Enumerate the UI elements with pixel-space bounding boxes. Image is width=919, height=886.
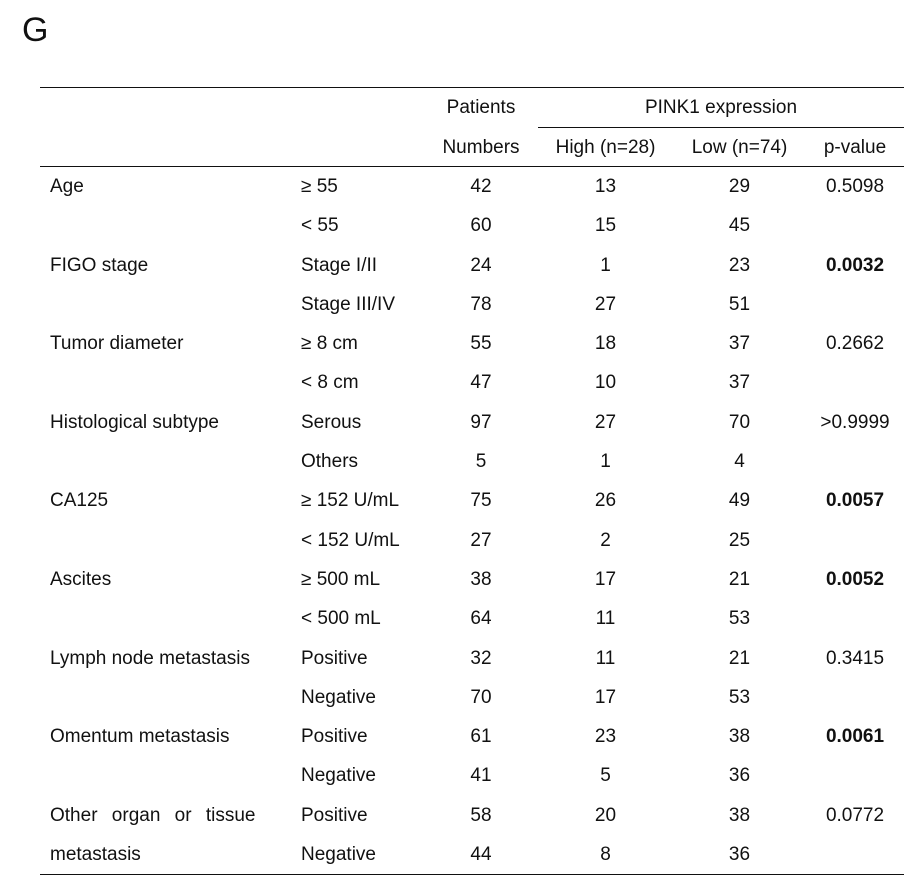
cell-low: 21 <box>728 647 751 669</box>
cell-low: 36 <box>728 765 751 787</box>
cell-patient-number: 5 <box>475 451 487 473</box>
header-high: High (n=28) <box>555 137 656 158</box>
cell-patient-number: 41 <box>470 765 492 787</box>
cell-patient-number: 47 <box>470 372 492 394</box>
cell-category: Positive <box>301 726 368 748</box>
cell-category: ≥ 500 mL <box>301 568 381 590</box>
table-row <box>40 560 904 599</box>
cell-low: 36 <box>728 844 751 866</box>
table-row <box>40 403 904 442</box>
cell-low: 29 <box>728 176 751 197</box>
cell-high: 18 <box>594 333 617 355</box>
header-numbers: Numbers <box>442 137 520 158</box>
table-row <box>40 521 904 560</box>
table-row <box>40 363 904 402</box>
header-pink1-expression: PINK1 expression <box>644 97 798 118</box>
cell-high: 11 <box>595 647 616 669</box>
cell-high: 20 <box>594 804 617 826</box>
cell-category: Positive <box>301 804 368 826</box>
cell-high: 23 <box>594 726 617 748</box>
cell-pvalue: 0.0772 <box>825 804 885 826</box>
cell-patient-number: 55 <box>470 333 492 355</box>
cell-patient-number: 24 <box>470 254 492 276</box>
header-pvalue: p-value <box>823 137 887 158</box>
cell-patient-number: 64 <box>470 608 492 630</box>
cell-high: 10 <box>594 372 617 394</box>
cell-high: 13 <box>594 176 617 197</box>
cell-high: 2 <box>600 529 611 551</box>
cell-patient-number: 61 <box>470 726 492 748</box>
cell-high: 11 <box>595 608 616 630</box>
cell-category: ≥ 55 <box>301 176 338 197</box>
cell-low: 53 <box>728 608 751 630</box>
cell-high: 1 <box>600 254 611 276</box>
cell-category: Serous <box>301 411 362 433</box>
header-patients: Patients <box>446 97 516 118</box>
table-row <box>40 206 904 245</box>
table-row <box>40 481 904 520</box>
cell-category: Positive <box>301 647 368 669</box>
cell-high: 17 <box>594 686 617 708</box>
cell-patient-number: 32 <box>470 647 492 669</box>
cell-variable: Tumor diameter <box>50 333 184 355</box>
cell-variable: CA125 <box>50 490 109 512</box>
cell-low: 37 <box>728 333 751 355</box>
cell-category: Stage III/IV <box>301 293 395 315</box>
cell-high: 27 <box>594 293 617 315</box>
cell-low: 21 <box>728 568 751 590</box>
table-row <box>40 717 904 756</box>
cell-high: 26 <box>594 490 617 512</box>
table-header <box>40 88 904 166</box>
table-row <box>40 678 904 717</box>
table-row <box>40 796 904 835</box>
cell-patient-number: 44 <box>470 844 492 866</box>
cell-category: ≥ 152 U/mL <box>301 490 400 512</box>
cell-low: 38 <box>728 726 751 748</box>
cell-category: < 152 U/mL <box>301 529 400 551</box>
cell-pvalue: 0.0052 <box>825 568 885 590</box>
cell-low: 51 <box>728 293 751 315</box>
clinical-table <box>40 87 904 875</box>
cell-variable: FIGO stage <box>50 254 149 276</box>
cell-patient-number: 58 <box>470 804 492 826</box>
cell-variable: Ascites <box>50 568 112 590</box>
table-body <box>40 167 904 874</box>
cell-category: < 8 cm <box>301 372 359 394</box>
table-row <box>40 639 904 678</box>
cell-high: 27 <box>594 411 617 433</box>
cell-variable: Histological subtype <box>50 411 219 433</box>
cell-variable: Lymph node metastasis <box>50 647 250 669</box>
table-row <box>40 167 904 206</box>
cell-pvalue: 0.3415 <box>825 647 885 669</box>
cell-category: Others <box>301 451 359 473</box>
header-low: Low (n=74) <box>691 137 788 158</box>
cell-variable: Omentum metastasis <box>50 726 230 748</box>
cell-low: 25 <box>728 529 751 551</box>
table-row <box>40 324 904 363</box>
cell-category: < 55 <box>301 215 339 237</box>
cell-variable: Age <box>50 176 84 197</box>
cell-patient-number: 75 <box>470 490 492 512</box>
bottom-rule <box>40 874 904 875</box>
cell-high: 17 <box>594 568 617 590</box>
cell-category: Negative <box>301 765 376 787</box>
cell-patient-number: 38 <box>470 568 492 590</box>
cell-patient-number: 97 <box>470 411 492 433</box>
cell-category: Negative <box>301 844 376 866</box>
cell-patient-number: 70 <box>470 686 492 708</box>
cell-low: 45 <box>728 215 751 237</box>
table-row <box>40 246 904 285</box>
cell-pvalue: 0.2662 <box>825 333 885 355</box>
cell-pvalue: 0.0061 <box>825 726 885 748</box>
cell-variable: Other organ or tissue <box>50 804 256 826</box>
cell-low: 38 <box>728 804 751 826</box>
cell-high: 5 <box>600 765 611 787</box>
cell-patient-number: 42 <box>470 176 492 197</box>
panel-label: G <box>22 11 49 49</box>
cell-patient-number: 27 <box>470 529 492 551</box>
cell-low: 49 <box>728 490 751 512</box>
cell-pvalue: 0.0032 <box>825 254 885 276</box>
cell-patient-number: 60 <box>470 215 492 237</box>
cell-low: 53 <box>728 686 751 708</box>
cell-low: 4 <box>734 451 745 473</box>
cell-low: 23 <box>728 254 751 276</box>
cell-pvalue: 0.5098 <box>825 176 885 197</box>
cell-variable: metastasis <box>50 844 141 866</box>
cell-category: Stage I/II <box>301 254 378 276</box>
table-row <box>40 285 904 324</box>
cell-high: 15 <box>594 215 617 237</box>
cell-pvalue: >0.9999 <box>820 411 890 433</box>
cell-low: 37 <box>728 372 751 394</box>
cell-low: 70 <box>728 411 751 433</box>
cell-high: 1 <box>600 451 611 473</box>
table-row <box>40 442 904 481</box>
cell-pvalue: 0.0057 <box>825 490 885 512</box>
cell-patient-number: 78 <box>470 293 492 315</box>
table-row <box>40 756 904 795</box>
cell-category: < 500 mL <box>301 608 381 630</box>
table-row <box>40 599 904 638</box>
table-row <box>40 835 904 874</box>
cell-category: ≥ 8 cm <box>301 333 358 355</box>
cell-high: 8 <box>600 844 611 866</box>
cell-category: Negative <box>301 686 376 708</box>
